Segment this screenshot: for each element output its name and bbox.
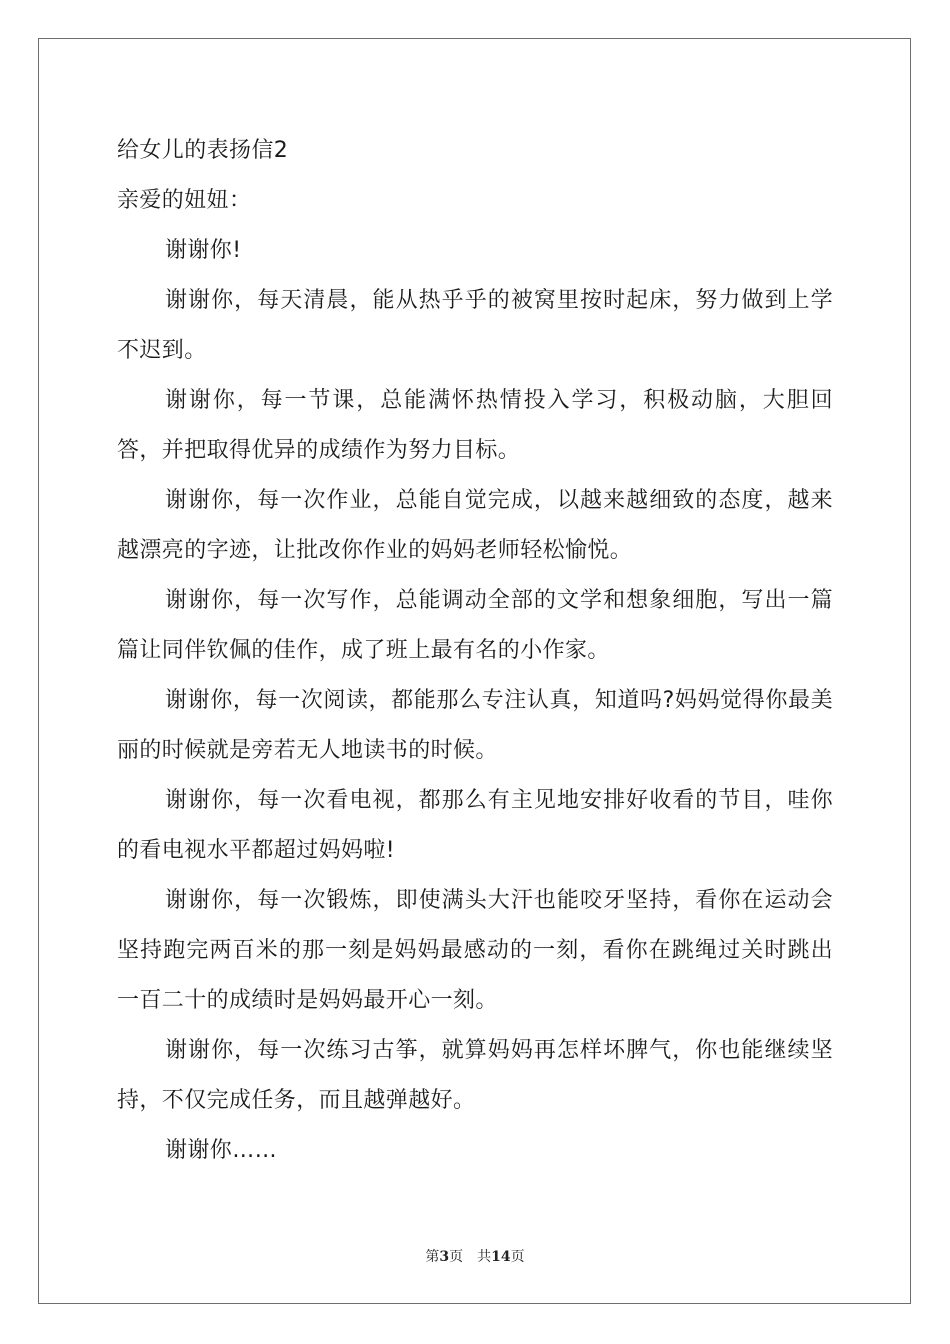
- paragraph: 谢谢你……: [165, 1138, 278, 1163]
- paragraph: 谢谢你，每一节课，总能满怀热情投入学习，积极动脑，大胆回答，并把取得优异的成绩作为努力目标。: [117, 388, 833, 463]
- footer-prefix: 第: [425, 1249, 440, 1265]
- footer-page-suffix: 页: [449, 1249, 464, 1265]
- greeting: 亲爱的妞妞：: [117, 188, 252, 213]
- footer-total-suffix: 页: [510, 1249, 525, 1265]
- paragraph: 谢谢你!: [165, 238, 242, 263]
- footer-total-prefix: 共: [477, 1249, 492, 1265]
- page-footer: [0, 1246, 950, 1266]
- paragraph: 谢谢你，每天清晨，能从热乎乎的被窝里按时起床，努力做到上学不迟到。: [117, 288, 833, 363]
- paragraph: 谢谢你，每一次作业，总能自觉完成，以越来越细致的态度，越来越漂亮的字迹，让批改你作业的妈妈老师轻松愉悦。: [117, 488, 833, 563]
- paragraph: 谢谢你，每一次练习古筝，就算妈妈再怎样坏脾气，你也能继续坚持，不仅完成任务，而且越弹越好。: [117, 1038, 833, 1113]
- paragraph: 谢谢你，每一次看电视，都那么有主见地安排好收看的节目，哇你的看电视水平都超过妈妈啦!: [117, 788, 833, 863]
- paragraph: 谢谢你，每一次锻炼，即使满头大汗也能咬牙坚持，看你在运动会坚持跑完两百米的那一刻是妈妈最感动的一刻，看你在跳绳过关时跳出一百二十的成绩时是妈妈最开心一刻。: [117, 888, 833, 1013]
- paragraph: 谢谢你，每一次写作，总能调动全部的文学和想象细胞，写出一篇篇让同伴钦佩的佳作，成了班上最有名的小作家。: [117, 588, 833, 663]
- paragraph: 谢谢你，每一次阅读，都能那么专注认真，知道吗?妈妈觉得你最美丽的时候就是旁若无人地读书的时候。: [117, 688, 833, 763]
- document-title: 给女儿的表扬信2: [117, 138, 289, 163]
- total-pages: 14: [491, 1249, 511, 1265]
- document-body: [117, 126, 833, 1176]
- page-number: 3: [439, 1249, 450, 1265]
